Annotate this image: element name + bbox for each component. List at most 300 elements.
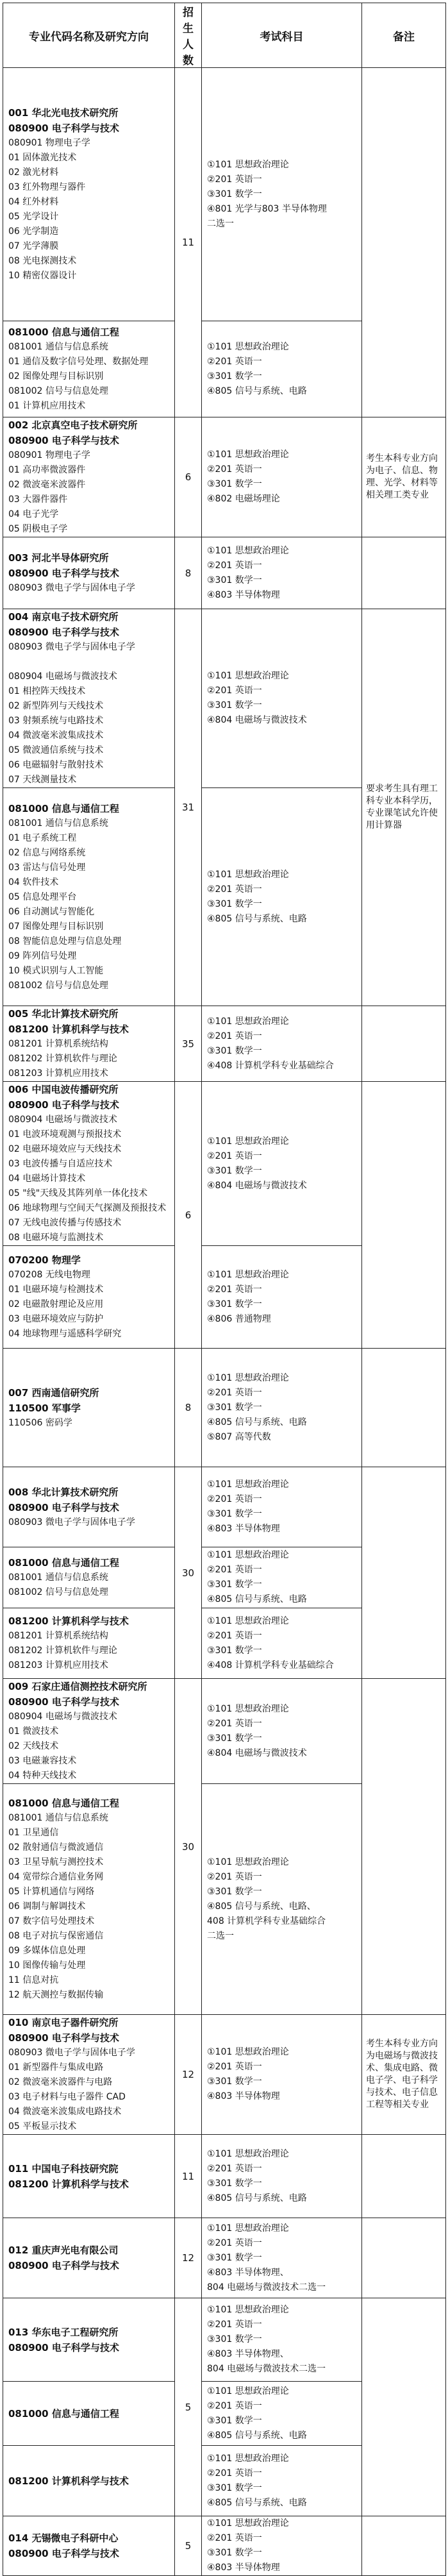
unit-name: 008 华北计算技术研究所	[8, 1486, 119, 1498]
major-cell	[3, 609, 175, 788]
plan-count: 12	[175, 2218, 202, 2298]
exam-subject: ②201 英语一	[207, 2468, 262, 2479]
exam-subject: 804 电磁场与微波技术二选一	[207, 2364, 326, 2374]
exam-cell	[202, 2218, 362, 2298]
exam-cell	[202, 1349, 362, 1467]
note-cell: 考生本科专业方向为电子、信息、物理、光学、材料等相关理工类专业	[362, 417, 446, 537]
direction-item: 04 宽带综合通信业务网	[8, 1872, 104, 1882]
exam-subject: ③301 数学一	[207, 371, 262, 382]
direction-item: 06 光学制造	[8, 226, 59, 237]
direction-item: 01 电波环境观测与预报技术	[8, 1129, 122, 1140]
note-cell	[362, 1679, 446, 2015]
exam-subject: ①101 思想政治理论	[207, 2047, 289, 2057]
direction-item: 05 阴极电子学	[8, 524, 68, 534]
exam-subject: ③301 数学一	[207, 1645, 262, 1656]
direction-item: 03 电磁环境效应与防护	[8, 1314, 104, 1324]
exam-cell	[202, 2015, 362, 2135]
exam-subject: ③301 数学一	[207, 1299, 262, 1309]
direction-item: 081203 计算机应用技术	[8, 1660, 108, 1671]
unit-name: 006 中国电波传播研究所	[8, 1084, 119, 1095]
note-cell	[362, 537, 446, 609]
exam-subject: ④408 计算机学科专业基础综合	[207, 1660, 334, 1671]
unit-name: 014 无锡微电子科研中心	[8, 2532, 119, 2544]
plan-count: 30	[175, 1679, 202, 2015]
plan-count: 30	[175, 1467, 202, 1679]
exam-subject: ④804 电磁场与微波技术	[207, 715, 307, 725]
exam-cell	[202, 68, 362, 321]
exam-subject: ③301 数学一	[207, 2252, 262, 2263]
direction-item: 081002 信号与信息处理	[8, 1587, 108, 1597]
direction-item: 01 电子系统工程	[8, 832, 77, 843]
exam-subject: ②201 英语一	[207, 686, 262, 696]
plan-count: 11	[175, 2135, 202, 2218]
direction-item: 06 调制与解调技术	[8, 1901, 86, 1912]
exam-cell	[202, 1246, 362, 1349]
exam-subject: ④806 普通物理	[207, 1313, 271, 1324]
major-cell	[3, 2382, 175, 2446]
exam-subject: ①101 思想政治理论	[207, 2148, 289, 2159]
direction-item: 01 电磁环境与检测技术	[8, 1284, 104, 1295]
table-row	[3, 537, 446, 609]
direction-item: 02 电磁散射理论及应用	[8, 1299, 104, 1309]
exam-subject: ②201 英语一	[207, 1284, 262, 1295]
exam-subject: ④804 电磁场与微波技术	[207, 1747, 307, 1758]
major-cell	[3, 1006, 175, 1082]
direction-item: 081002 信号与信息处理	[8, 386, 108, 396]
direction-item: 081001 通信与信息系统	[8, 818, 108, 829]
major-cell	[3, 2015, 175, 2135]
exam-subject: ③301 数学一	[207, 575, 262, 585]
direction-item: 05 计算机通信与网络	[8, 1887, 95, 1897]
table-row	[3, 1679, 446, 1784]
header-exam: 考试科目	[202, 3, 362, 68]
note-cell	[362, 2516, 446, 2576]
major-name: 080900 电子科学与技术	[8, 2260, 119, 2271]
exam-subject: ④803 半导体物理	[207, 2091, 280, 2101]
direction-item: 02 图像处理与目标识别	[8, 371, 104, 382]
major-name: 080900 电子科学与技术	[8, 1099, 119, 1111]
major-cell	[3, 1349, 175, 1467]
major-cell	[3, 417, 175, 537]
direction-item: 01 相控阵天线技术	[8, 686, 86, 696]
direction-item: 04 软件技术	[8, 877, 59, 888]
direction-item: 110506 密码学	[8, 1417, 72, 1428]
exam-subject: ③301 数学一	[207, 700, 262, 711]
exam-subject: ④805 信号与系统、电路	[207, 2193, 307, 2203]
note-cell	[362, 1082, 446, 1349]
exam-subject: ④803 半导体物理、	[207, 2349, 289, 2359]
direction-item: 08 电磁环境与监测技术	[8, 1233, 104, 1243]
direction-item: 11 信息对抗	[8, 1975, 59, 1985]
exam-subject: ③301 数学一	[207, 1886, 262, 1897]
exam-subject: 二选一	[207, 1930, 234, 1941]
exam-subject: ②201 英语一	[207, 1565, 262, 1575]
direction-item: 08 智能信息处理与信息处理	[8, 936, 122, 947]
plan-count: 31	[175, 609, 202, 1006]
exam-subject: ③301 数学一	[207, 2415, 262, 2426]
exam-subject: ③301 数学一	[207, 1579, 262, 1590]
exam-subject: ①101 思想政治理论	[207, 2518, 289, 2529]
exam-subject: ②201 英语一	[207, 2062, 262, 2072]
exam-cell	[202, 1547, 362, 1608]
exam-cell	[202, 2516, 362, 2576]
exam-subject: ①101 思想政治理论	[207, 2305, 289, 2315]
direction-item: 08 电子对抗与保密通信	[8, 1931, 104, 1941]
unit-name: 011 中国电子科技研究院	[8, 2162, 119, 2175]
exam-subject: ④805 信号与系统、电路、	[207, 1901, 316, 1912]
exam-subject: ①101 思想政治理论	[207, 869, 289, 880]
major-cell	[3, 1467, 175, 1547]
table-row	[3, 2015, 446, 2135]
exam-subject: ①101 思想政治理论	[207, 1856, 289, 1867]
exam-subject: ③301 数学一	[207, 1165, 262, 1176]
major-name: 080900 电子科学与技术	[8, 568, 119, 579]
admissions-table	[3, 3, 446, 2576]
direction-item: 02 激光材料	[8, 167, 59, 178]
note-cell: 要求考生具有理工科专业本科学历，专业课笔试允许使用计算器	[362, 609, 446, 1006]
plan-count: 11	[175, 68, 202, 417]
exam-cell	[202, 2446, 362, 2516]
exam-subject: ③301 数学一	[207, 2482, 262, 2493]
plan-count: 5	[175, 2298, 202, 2516]
exam-subject: ②201 英语一	[207, 1494, 262, 1504]
note-cell	[362, 2218, 446, 2298]
direction-item: 05 平板显示技术	[8, 2121, 77, 2132]
direction-item: 070208 无线电物理	[8, 1270, 90, 1280]
exam-subject: ②201 英语一	[207, 884, 262, 895]
exam-subject: ④803 半导体物理	[207, 1524, 280, 1534]
direction-item: 080903 微电子学与固体电子学	[8, 583, 135, 593]
exam-cell	[202, 1082, 362, 1246]
table-body	[3, 68, 446, 2576]
major-name: 080900 电子科学与技术	[8, 122, 119, 134]
direction-item: 01 通信及数字信号处理、数据处理	[8, 357, 149, 367]
major-cell	[3, 1679, 175, 1784]
exam-subject: ③301 数学一	[207, 1045, 262, 1056]
direction-item: 05 光学设计	[8, 212, 59, 222]
exam-subject: ②201 英语一	[207, 464, 262, 475]
direction-item: 10 模式识别与人工智能	[8, 965, 104, 976]
direction-item: 01 计算机应用技术	[8, 401, 86, 411]
unit-name: 005 华北计算技术研究所	[8, 1008, 119, 1020]
table-row	[3, 2135, 446, 2218]
exam-cell	[202, 1608, 362, 1679]
major-cell	[3, 537, 175, 609]
direction-item: 01 固体激光技术	[8, 153, 77, 163]
major-cell	[3, 1547, 175, 1608]
major-name: 070200 物理学	[8, 1254, 81, 1266]
exam-subject: ①101 思想政治理论	[207, 545, 289, 556]
exam-subject: ①101 思想政治理论	[207, 450, 289, 460]
direction-item: 02 信息与网络系统	[8, 847, 86, 858]
major-cell	[3, 788, 175, 1006]
exam-subject: ④803 半导体物理	[207, 589, 280, 600]
major-cell	[3, 2446, 175, 2516]
exam-subject: ①101 思想政治理论	[207, 1550, 289, 1560]
header-note: 备注	[362, 3, 446, 68]
major-name: 080900 电子科学与技术	[8, 1696, 119, 1708]
table-row	[3, 2516, 446, 2576]
direction-item: 04 电子光学	[8, 509, 59, 519]
major-name: 080900 电子科学与技术	[8, 2341, 119, 2353]
major-cell	[3, 2218, 175, 2298]
direction-item: 03 电磁兼容技术	[8, 1756, 77, 1766]
direction-item: 05 "线"天线及其阵列单一体化技术	[8, 1188, 148, 1199]
exam-subject: ③301 数学一	[207, 479, 262, 489]
exam-subject: ②201 英语一	[207, 2237, 262, 2248]
direction-item: 080904 电磁场与微波技术	[8, 1115, 117, 1125]
unit-name: 010 南京电子器件研究所	[8, 2017, 119, 2028]
exam-subject: ②201 英语一	[207, 2163, 262, 2174]
exam-subject: ⑤807 高等代数	[207, 1431, 271, 1442]
direction-item: 081002 信号与信息处理	[8, 980, 108, 991]
table-row	[3, 1349, 446, 1467]
direction-item: 081202 计算机软件与理论	[8, 1054, 117, 1064]
exam-subject: ①101 思想政治理论	[207, 341, 289, 352]
direction-item: 02 微波毫米波器件与电路	[8, 2077, 113, 2087]
exam-subject: ①101 思想政治理论	[207, 1615, 289, 1626]
exam-subject: ②201 英语一	[207, 2533, 262, 2543]
exam-subject: ④805 信号与系统、电路	[207, 2497, 307, 2508]
note-cell	[362, 2135, 446, 2218]
direction-item: 081203 计算机应用技术	[8, 1068, 108, 1079]
major-name: 080900 电子科学与技术	[8, 2032, 119, 2044]
exam-subject: ①101 思想政治理论	[207, 1016, 289, 1027]
exam-cell	[202, 1006, 362, 1082]
direction-item: 01 微波技术	[8, 1726, 59, 1737]
direction-item: 02 新型阵列与天线技术	[8, 701, 104, 711]
exam-subject: ④805 信号与系统、电路	[207, 2430, 307, 2441]
direction-item: 04 红外材料	[8, 197, 59, 207]
exam-subject: ①101 思想政治理论	[207, 671, 289, 681]
direction-item: 02 电磁环境效应与天线技术	[8, 1144, 122, 1154]
exam-subject: ①101 思想政治理论	[207, 2386, 289, 2396]
exam-subject: ②201 英语一	[207, 2319, 262, 2330]
direction-item: 03 红外物理与器件	[8, 182, 86, 192]
table-row	[3, 68, 446, 321]
direction-item: 06 自动测试与智能化	[8, 906, 95, 917]
direction-item: 07 无线电波传播与传感技术	[8, 1218, 122, 1228]
major-name: 081200 计算机科学与技术	[8, 2475, 129, 2487]
major-cell	[3, 1246, 175, 1349]
exam-subject: ④408 计算机学科专业基础综合	[207, 1060, 334, 1071]
exam-subject: ④802 电磁场理论	[207, 494, 280, 504]
exam-cell	[202, 2382, 362, 2446]
direction-item: 081001 通信与信息系统	[8, 1813, 108, 1823]
exam-subject: ①101 思想政治理论	[207, 2453, 289, 2464]
unit-name: 007 西南通信研究所	[8, 1386, 99, 1399]
direction-item: 03 射频系统与电路技术	[8, 716, 104, 726]
exam-subject: 804 电磁场与微波技术二选一	[207, 2282, 326, 2293]
direction-item: 03 卫星导航与测控技术	[8, 1857, 104, 1867]
direction-item: 080904 电磁场与微波技术	[8, 671, 117, 682]
major-name: 081000 信息与通信工程	[8, 2407, 119, 2420]
table-row	[3, 1006, 446, 1082]
direction-item: 081201 计算机系统结构	[8, 1039, 108, 1049]
exam-subject: ④803 半导体物理、	[207, 2267, 289, 2278]
plan-count: 6	[175, 1082, 202, 1349]
note-cell: 考生本科专业方向为电磁场与微波技术、集成电路、微电子学、电子科学与技术、电子信息工程等相关专业	[362, 2015, 446, 2135]
direction-item: 01 高功率微波器件	[8, 465, 86, 475]
major-cell	[3, 1082, 175, 1246]
major-cell	[3, 2298, 175, 2382]
exam-subject: ②201 英语一	[207, 560, 262, 571]
direction-item: 05 信息处理平台	[8, 891, 77, 902]
direction-item: 080903 微电子学与固体电子学	[8, 2048, 135, 2058]
exam-cell	[202, 2298, 362, 2382]
direction-item: 080904 电磁场与微波技术	[8, 1712, 117, 1722]
major-name: 081200 计算机科学与技术	[8, 2178, 129, 2190]
major-name: 081000 信息与通信工程	[8, 326, 119, 338]
major-name: 080900 电子科学与技术	[8, 2548, 119, 2559]
direction-item: 03 大器件器件	[8, 494, 68, 505]
exam-subject: ④803 半导体物理	[207, 2563, 280, 2573]
exam-subject: ②201 英语一	[207, 1387, 262, 1398]
exam-cell	[202, 609, 362, 788]
unit-name: 012 重庆声光电有限公司	[8, 2244, 119, 2256]
direction-item: 081001 通信与信息系统	[8, 342, 108, 352]
direction-item: 080903 微电子学与固体电子学	[8, 642, 135, 652]
direction-item: 07 数字信号处理技术	[8, 1916, 95, 1926]
direction-item: 06 地球物理与空间天气探测及预报技术	[8, 1203, 167, 1213]
table-row	[3, 1467, 446, 1547]
major-name: 110500 军事学	[8, 1402, 81, 1414]
plan-count: 8	[175, 1349, 202, 1467]
direction-item: 02 散射通信与微波通信	[8, 1842, 104, 1853]
unit-name: 003 河北半导体研究所	[8, 552, 109, 564]
exam-subject: ④804 电磁场与微波技术	[207, 1180, 307, 1191]
exam-subject: ④805 信号与系统、电路	[207, 913, 307, 924]
exam-cell	[202, 1784, 362, 2015]
exam-subject: ②201 英语一	[207, 1718, 262, 1729]
direction-item: 081001 通信与信息系统	[8, 1572, 108, 1583]
direction-item	[8, 655, 169, 669]
major-cell	[3, 321, 175, 417]
exam-cell	[202, 1467, 362, 1547]
direction-item: 07 光学薄膜	[8, 241, 59, 251]
major-name: 080900 电子科学与技术	[8, 627, 119, 638]
plan-count: 35	[175, 1006, 202, 1082]
exam-subject: ②201 英语一	[207, 1031, 262, 1041]
note-cell	[362, 1349, 446, 1467]
exam-subject: ③301 数学一	[207, 1509, 262, 1519]
exam-subject: ①101 思想政治理论	[207, 2223, 289, 2234]
exam-cell	[202, 537, 362, 609]
major-cell	[3, 2516, 175, 2576]
direction-item: 02 天线技术	[8, 1741, 59, 1751]
exam-subject: ③301 数学一	[207, 1733, 262, 1744]
unit-name: 002 北京真空电子技术研究所	[8, 419, 138, 431]
exam-subject: ③301 数学一	[207, 898, 262, 909]
table-row	[3, 2218, 446, 2298]
note-cell	[362, 2298, 446, 2516]
major-cell	[3, 68, 175, 321]
exam-subject: ②201 英语一	[207, 1871, 262, 1882]
major-name: 081000 信息与通信工程	[8, 802, 119, 814]
exam-subject: ③301 数学一	[207, 2334, 262, 2344]
header-plan: 招生人数	[175, 3, 202, 68]
plan-count: 8	[175, 537, 202, 609]
exam-subject: 二选一	[207, 218, 234, 229]
direction-item: 02 微波毫米波器件	[8, 480, 86, 490]
exam-subject: ①101 思想政治理论	[207, 1479, 289, 1490]
exam-subject: ③301 数学一	[207, 189, 262, 199]
direction-item: 04 微波毫米波集成电路技术	[8, 2107, 122, 2117]
direction-item: 07 天线测量技术	[8, 775, 77, 785]
table-row	[3, 609, 446, 788]
exam-subject: ①101 思想政治理论	[207, 1269, 289, 1280]
exam-subject: 408 计算机学科专业基础综合	[207, 1915, 326, 1926]
note-cell	[362, 1006, 446, 1082]
major-name: 081000 信息与通信工程	[8, 1557, 119, 1569]
exam-subject: ④801 光学与803 半导体物理	[207, 203, 327, 214]
major-name: 081200 计算机科学与技术	[8, 1615, 129, 1627]
direction-item: 12 航天测控与数据传输	[8, 1990, 104, 2000]
exam-subject: ①101 思想政治理论	[207, 159, 289, 170]
direction-item: 06 电磁辐射与散射技术	[8, 760, 104, 770]
direction-item: 080901 物理电子学	[8, 138, 90, 148]
direction-item: 04 电磁场计算技术	[8, 1174, 86, 1184]
exam-subject: ④805 信号与系统、电路	[207, 1594, 307, 1604]
exam-subject: ③301 数学一	[207, 2178, 262, 2189]
table-row	[3, 2298, 446, 2382]
unit-name: 001 华北光电技术研究所	[8, 107, 119, 119]
direction-item: 10 图像传输与处理	[8, 1960, 86, 1971]
direction-item: 10 精密仪器设计	[8, 271, 77, 281]
unit-name: 009 石家庄通信测控技术研究所	[8, 1681, 147, 1692]
exam-subject: ③301 数学一	[207, 2548, 262, 2558]
direction-item: 08 光电探测技术	[8, 256, 77, 266]
exam-subject: ①101 思想政治理论	[207, 1372, 289, 1383]
exam-cell	[202, 1679, 362, 1784]
table-row	[3, 417, 446, 537]
unit-name: 013 华东电子工程研究所	[8, 2326, 119, 2338]
direction-item: 01 新型器件与集成电路	[8, 2062, 104, 2073]
major-name: 081000 信息与通信工程	[8, 1797, 119, 1809]
direction-item: 04 地球物理与遥感科学研究	[8, 1329, 122, 1339]
direction-item: 03 电子材料与电子器件 CAD	[8, 2092, 126, 2102]
direction-item: 05 微波通信系统与技术	[8, 745, 104, 755]
exam-subject: ①101 思想政治理论	[207, 1703, 289, 1714]
major-cell	[3, 1608, 175, 1679]
header-major: 专业代码名称及研究方向	[3, 3, 175, 68]
major-name: 080900 电子科学与技术	[8, 435, 119, 446]
exam-subject: ③301 数学一	[207, 1402, 262, 1413]
major-name: 081200 计算机科学与技术	[8, 1023, 129, 1035]
table-row	[3, 1082, 446, 1246]
direction-item: 01 卫星通信	[8, 1828, 59, 1838]
major-name: 080900 电子科学与技术	[8, 1501, 119, 1513]
major-cell	[3, 2135, 175, 2218]
note-cell	[362, 1467, 446, 1679]
plan-count: 5	[175, 2516, 202, 2576]
exam-subject: ②201 英语一	[207, 1630, 262, 1641]
direction-item: 081202 计算机软件与理论	[8, 1646, 117, 1656]
direction-item: 03 雷达与信号处理	[8, 862, 86, 873]
exam-subject: ②201 英语一	[207, 2400, 262, 2411]
plan-count: 6	[175, 417, 202, 537]
exam-cell	[202, 2135, 362, 2218]
direction-item: 07 图像处理与目标识别	[8, 921, 104, 932]
exam-subject: ②201 英语一	[207, 1150, 262, 1161]
exam-subject: ④805 信号与系统、电路	[207, 1417, 307, 1427]
exam-cell	[202, 417, 362, 537]
major-cell	[3, 1784, 175, 2015]
direction-item: 081201 计算机系统结构	[8, 1631, 108, 1641]
direction-item: 04 特种天线技术	[8, 1771, 77, 1781]
direction-item: 04 微波毫米波集成技术	[8, 730, 104, 741]
plan-count: 12	[175, 2015, 202, 2135]
